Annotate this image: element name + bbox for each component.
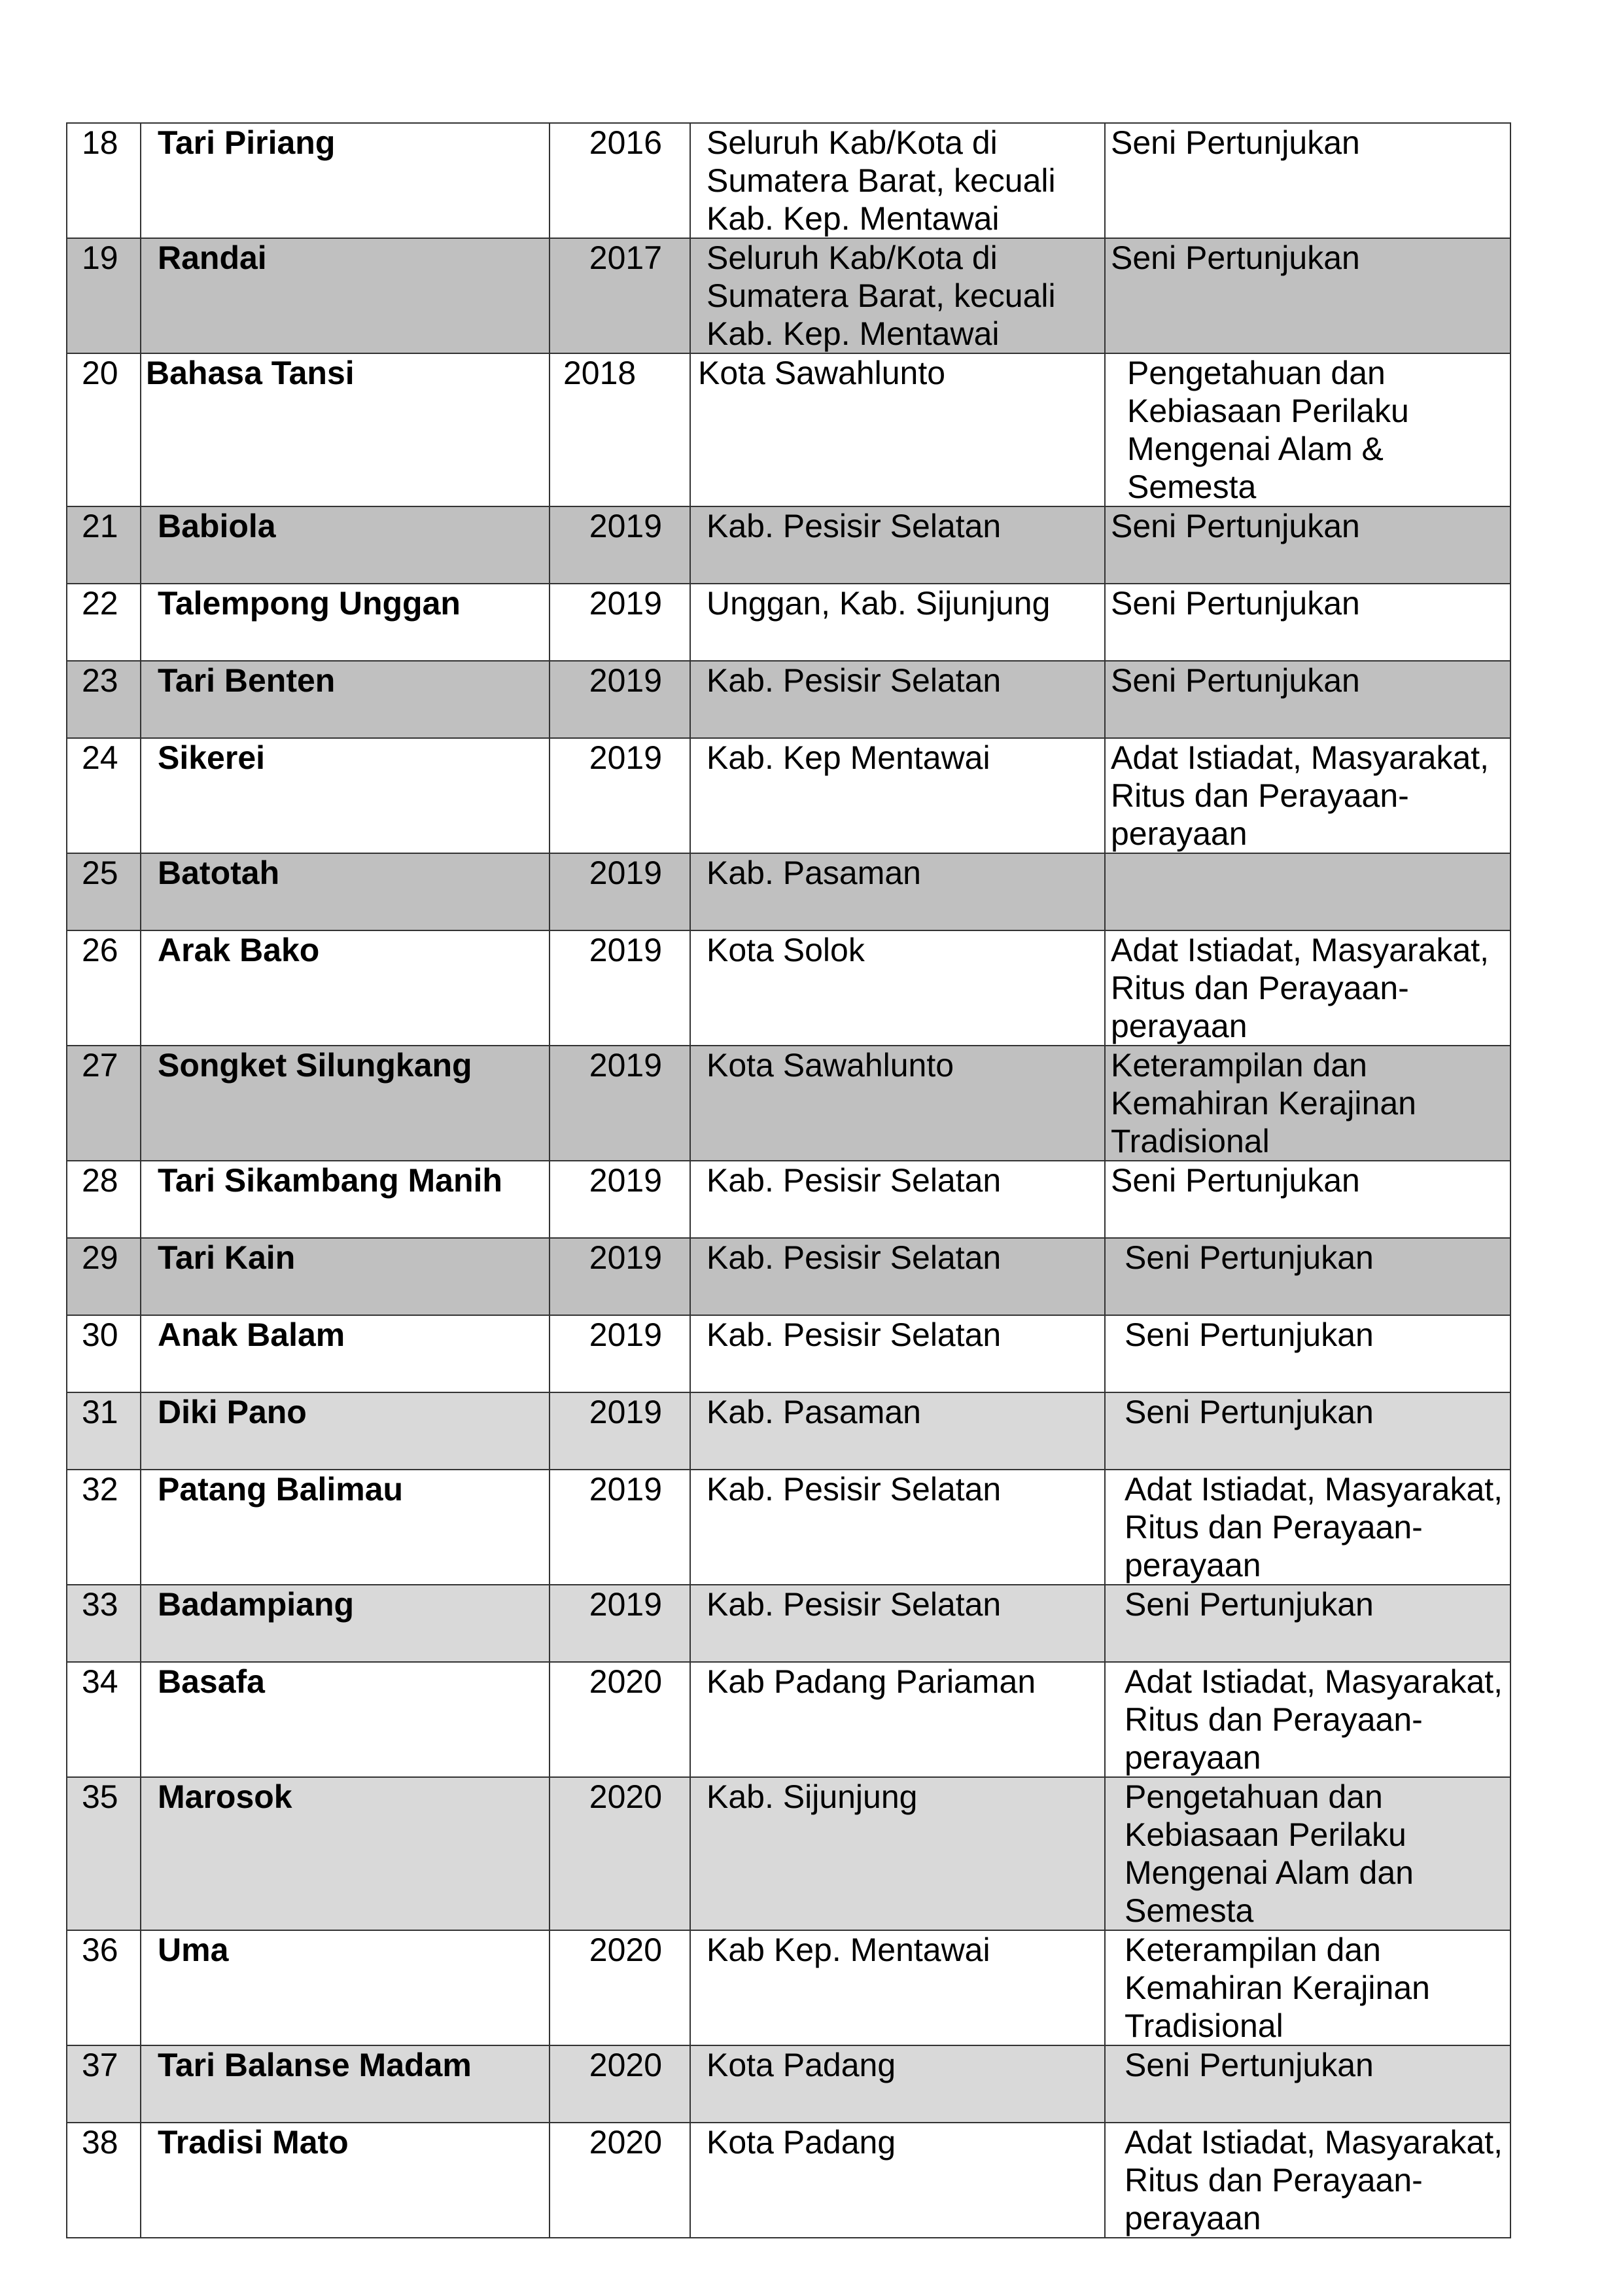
row-number-cell bbox=[67, 506, 141, 584]
heritage-name: Batotah bbox=[158, 855, 280, 891]
row-number: 23 bbox=[82, 662, 118, 699]
row-number-cell bbox=[67, 1662, 141, 1777]
row-number: 33 bbox=[82, 1586, 118, 1623]
year: 2020 bbox=[589, 1778, 662, 1815]
category-cell bbox=[1105, 1662, 1510, 1777]
category-cell bbox=[1105, 853, 1510, 930]
category-line: Mengenai Alam & bbox=[1127, 431, 1384, 467]
category-line: Seni Pertunjukan bbox=[1125, 1586, 1374, 1623]
year-cell bbox=[550, 2045, 690, 2123]
year: 2019 bbox=[589, 739, 662, 776]
heritage-name-cell bbox=[141, 1046, 550, 1161]
heritage-name: Talempong Unggan bbox=[158, 585, 461, 622]
year: 2018 bbox=[563, 355, 637, 391]
heritage-name: Tari Sikambang Manih bbox=[158, 1162, 502, 1199]
year-cell bbox=[550, 506, 690, 584]
year: 2019 bbox=[589, 1047, 662, 1084]
heritage-name: Diki Pano bbox=[158, 1394, 307, 1430]
row-number: 37 bbox=[82, 2047, 118, 2083]
year: 2019 bbox=[589, 1471, 662, 1508]
category-cell bbox=[1105, 584, 1510, 661]
heritage-name-cell bbox=[141, 1315, 550, 1392]
category-line: perayaan bbox=[1125, 1547, 1261, 1583]
category-line: Adat Istiadat, Masyarakat, bbox=[1111, 932, 1490, 968]
location-cell bbox=[690, 1662, 1105, 1777]
heritage-name-cell bbox=[141, 661, 550, 738]
year-cell bbox=[550, 1315, 690, 1392]
year: 2017 bbox=[589, 239, 662, 276]
category-cell bbox=[1105, 1777, 1510, 1930]
category-line: Ritus dan Perayaan- bbox=[1111, 970, 1409, 1006]
location-line: Kab. Pesisir Selatan bbox=[707, 1586, 1002, 1623]
category-line: Kemahiran Kerajinan bbox=[1111, 1085, 1416, 1122]
table-row bbox=[67, 1585, 1510, 1662]
category-line: Kemahiran Kerajinan bbox=[1125, 1969, 1430, 2006]
location-cell bbox=[690, 1046, 1105, 1161]
category-cell bbox=[1105, 1315, 1510, 1392]
location-cell bbox=[690, 584, 1105, 661]
category-line: Seni Pertunjukan bbox=[1111, 1162, 1360, 1199]
heritage-name-cell bbox=[141, 238, 550, 353]
category-line: Semesta bbox=[1125, 1892, 1254, 1929]
location-line: Kab. Pasaman bbox=[707, 855, 921, 891]
category-line: Seni Pertunjukan bbox=[1111, 508, 1360, 544]
row-number: 20 bbox=[82, 355, 118, 391]
row-number-cell bbox=[67, 238, 141, 353]
category-cell bbox=[1105, 1238, 1510, 1315]
row-number: 36 bbox=[82, 1932, 118, 1968]
table-row bbox=[67, 1930, 1510, 2045]
table-row bbox=[67, 1470, 1510, 1585]
category-cell bbox=[1105, 2123, 1510, 2238]
year-cell bbox=[550, 1777, 690, 1930]
row-number: 28 bbox=[82, 1162, 118, 1199]
category-line: Pengetahuan dan bbox=[1127, 355, 1386, 391]
row-number-cell bbox=[67, 853, 141, 930]
category-line: perayaan bbox=[1125, 2200, 1261, 2236]
year: 2020 bbox=[589, 2124, 662, 2161]
table-row bbox=[67, 1238, 1510, 1315]
table-row bbox=[67, 584, 1510, 661]
location-cell bbox=[690, 1315, 1105, 1392]
category-cell bbox=[1105, 738, 1510, 853]
row-number-cell bbox=[67, 1930, 141, 2045]
table-row bbox=[67, 1315, 1510, 1392]
heritage-name-cell bbox=[141, 1585, 550, 1662]
year-cell bbox=[550, 584, 690, 661]
row-number-cell bbox=[67, 584, 141, 661]
table-row bbox=[67, 853, 1510, 930]
location-line: Sumatera Barat, kecuali bbox=[707, 277, 1056, 314]
table-row bbox=[67, 1046, 1510, 1161]
year-cell bbox=[550, 2123, 690, 2238]
year-cell bbox=[550, 1392, 690, 1470]
row-number-cell bbox=[67, 930, 141, 1046]
year: 2019 bbox=[589, 932, 662, 968]
category-cell bbox=[1105, 1046, 1510, 1161]
location-line: Kab Kep. Mentawai bbox=[707, 1932, 990, 1968]
table-body bbox=[67, 123, 1510, 2238]
category-line: Seni Pertunjukan bbox=[1111, 662, 1360, 699]
year: 2020 bbox=[589, 2047, 662, 2083]
row-number-cell bbox=[67, 2045, 141, 2123]
row-number-cell bbox=[67, 1161, 141, 1238]
category-cell bbox=[1105, 1470, 1510, 1585]
row-number: 31 bbox=[82, 1394, 118, 1430]
row-number-cell bbox=[67, 661, 141, 738]
year: 2020 bbox=[589, 1663, 662, 1700]
table-row bbox=[67, 2045, 1510, 2123]
heritage-name: Tari Balanse Madam bbox=[158, 2047, 472, 2083]
heritage-name: Arak Bako bbox=[158, 932, 320, 968]
heritage-name: Uma bbox=[158, 1932, 229, 1968]
category-line: perayaan bbox=[1111, 1008, 1248, 1044]
heritage-name: Badampiang bbox=[158, 1586, 355, 1623]
year: 2019 bbox=[589, 1586, 662, 1623]
year-cell bbox=[550, 123, 690, 238]
heritage-name-cell bbox=[141, 584, 550, 661]
year-cell bbox=[550, 853, 690, 930]
year: 2019 bbox=[589, 508, 662, 544]
heritage-name-cell bbox=[141, 1777, 550, 1930]
row-number: 19 bbox=[82, 239, 118, 276]
row-number-cell bbox=[67, 1777, 141, 1930]
heritage-name: Babiola bbox=[158, 508, 276, 544]
location-line: Kab. Pesisir Selatan bbox=[707, 1239, 1002, 1276]
year: 2019 bbox=[589, 662, 662, 699]
year: 2020 bbox=[589, 1932, 662, 1968]
location-line: Kota Solok bbox=[707, 932, 865, 968]
category-line: Adat Istiadat, Masyarakat, bbox=[1125, 2124, 1503, 2161]
heritage-name: Tari Benten bbox=[158, 662, 336, 699]
location-cell bbox=[690, 1238, 1105, 1315]
heritage-name-cell bbox=[141, 1238, 550, 1315]
heritage-name-cell bbox=[141, 930, 550, 1046]
category-line: Seni Pertunjukan bbox=[1111, 585, 1360, 622]
location-line: Kab. Pesisir Selatan bbox=[707, 1316, 1002, 1353]
heritage-name-cell bbox=[141, 506, 550, 584]
category-line: Seni Pertunjukan bbox=[1125, 1316, 1374, 1353]
table-row bbox=[67, 123, 1510, 238]
category-cell bbox=[1105, 661, 1510, 738]
row-number: 29 bbox=[82, 1239, 118, 1276]
row-number: 22 bbox=[82, 585, 118, 622]
heritage-name-cell bbox=[141, 1470, 550, 1585]
heritage-name-cell bbox=[141, 123, 550, 238]
location-cell bbox=[690, 930, 1105, 1046]
table-row bbox=[67, 506, 1510, 584]
row-number-cell bbox=[67, 1470, 141, 1585]
heritage-name-cell bbox=[141, 2045, 550, 2123]
category-cell bbox=[1105, 123, 1510, 238]
year: 2019 bbox=[589, 585, 662, 622]
location-cell bbox=[690, 506, 1105, 584]
category-line: Tradisional bbox=[1111, 1123, 1270, 1159]
category-line: Seni Pertunjukan bbox=[1125, 2047, 1374, 2083]
category-cell bbox=[1105, 238, 1510, 353]
row-number-cell bbox=[67, 353, 141, 506]
table-row bbox=[67, 1392, 1510, 1470]
year-cell bbox=[550, 353, 690, 506]
heritage-name-cell bbox=[141, 1392, 550, 1470]
table-row bbox=[67, 738, 1510, 853]
category-line: Keterampilan dan bbox=[1125, 1932, 1381, 1968]
heritage-name: Tari Piriang bbox=[158, 124, 336, 161]
heritage-name: Tari Kain bbox=[158, 1239, 296, 1276]
table-row bbox=[67, 1161, 1510, 1238]
location-line: Kab. Pasaman bbox=[707, 1394, 921, 1430]
location-line: Kota Sawahlunto bbox=[698, 355, 946, 391]
category-line: Ritus dan Perayaan- bbox=[1125, 1701, 1423, 1738]
location-line: Seluruh Kab/Kota di bbox=[707, 239, 998, 276]
row-number-cell bbox=[67, 123, 141, 238]
location-line: Kab. Pesisir Selatan bbox=[707, 508, 1002, 544]
location-line: Kota Sawahlunto bbox=[707, 1047, 954, 1084]
category-line: Seni Pertunjukan bbox=[1125, 1239, 1374, 1276]
year-cell bbox=[550, 738, 690, 853]
heritage-table bbox=[66, 122, 1511, 2238]
location-cell bbox=[690, 1585, 1105, 1662]
location-line: Sumatera Barat, kecuali bbox=[707, 162, 1056, 199]
category-line: Seni Pertunjukan bbox=[1111, 239, 1360, 276]
year-cell bbox=[550, 1930, 690, 2045]
year: 2019 bbox=[589, 1316, 662, 1353]
heritage-name-cell bbox=[141, 353, 550, 506]
category-cell bbox=[1105, 2045, 1510, 2123]
row-number: 34 bbox=[82, 1663, 118, 1700]
location-cell bbox=[690, 2045, 1105, 2123]
category-line: Kebiasaan Perilaku bbox=[1127, 393, 1409, 429]
year: 2019 bbox=[589, 1239, 662, 1276]
category-line: perayaan bbox=[1111, 815, 1248, 852]
category-line: Mengenai Alam dan bbox=[1125, 1854, 1414, 1891]
location-line: Kab Padang Pariaman bbox=[707, 1663, 1036, 1700]
location-cell bbox=[690, 661, 1105, 738]
location-cell bbox=[690, 238, 1105, 353]
location-cell bbox=[690, 1777, 1105, 1930]
category-cell bbox=[1105, 353, 1510, 506]
row-number: 18 bbox=[82, 124, 118, 161]
category-line: Kebiasaan Perilaku bbox=[1125, 1816, 1406, 1853]
location-cell bbox=[690, 123, 1105, 238]
location-line: Kab. Kep Mentawai bbox=[707, 739, 990, 776]
location-cell bbox=[690, 853, 1105, 930]
year-cell bbox=[550, 1470, 690, 1585]
row-number-cell bbox=[67, 1392, 141, 1470]
category-line: perayaan bbox=[1125, 1739, 1261, 1776]
category-cell bbox=[1105, 506, 1510, 584]
heritage-name: Sikerei bbox=[158, 739, 266, 776]
table-row bbox=[67, 1777, 1510, 1930]
category-cell bbox=[1105, 1161, 1510, 1238]
location-line: Kab. Pesisir Selatan bbox=[707, 1471, 1002, 1508]
row-number: 26 bbox=[82, 932, 118, 968]
table-row bbox=[67, 930, 1510, 1046]
row-number-cell bbox=[67, 1046, 141, 1161]
category-line: Seni Pertunjukan bbox=[1111, 124, 1360, 161]
heritage-name: Patang Balimau bbox=[158, 1471, 404, 1508]
heritage-name: Marosok bbox=[158, 1778, 292, 1815]
category-line: Adat Istiadat, Masyarakat, bbox=[1125, 1471, 1503, 1508]
category-line: Tradisional bbox=[1125, 2007, 1283, 2044]
row-number-cell bbox=[67, 1238, 141, 1315]
table-row bbox=[67, 1662, 1510, 1777]
location-line: Kab. Kep. Mentawai bbox=[707, 315, 1000, 352]
location-line: Seluruh Kab/Kota di bbox=[707, 124, 998, 161]
year-cell bbox=[550, 930, 690, 1046]
year: 2019 bbox=[589, 855, 662, 891]
year: 2019 bbox=[589, 1162, 662, 1199]
year-cell bbox=[550, 238, 690, 353]
year-cell bbox=[550, 1046, 690, 1161]
heritage-name-cell bbox=[141, 1930, 550, 2045]
location-line: Kab. Sijunjung bbox=[707, 1778, 918, 1815]
location-cell bbox=[690, 2123, 1105, 2238]
year: 2019 bbox=[589, 1394, 662, 1430]
location-line: Unggan, Kab. Sijunjung bbox=[707, 585, 1051, 622]
row-number: 35 bbox=[82, 1778, 118, 1815]
heritage-name: Basafa bbox=[158, 1663, 265, 1700]
category-line: Keterampilan dan bbox=[1111, 1047, 1367, 1084]
category-line: Adat Istiadat, Masyarakat, bbox=[1111, 739, 1490, 776]
table-row bbox=[67, 238, 1510, 353]
category-cell bbox=[1105, 1585, 1510, 1662]
location-cell bbox=[690, 1930, 1105, 2045]
category-line: Semesta bbox=[1127, 468, 1257, 505]
location-line: Kota Padang bbox=[707, 2047, 896, 2083]
heritage-name-cell bbox=[141, 738, 550, 853]
location-cell bbox=[690, 353, 1105, 506]
category-line: Ritus dan Perayaan- bbox=[1111, 777, 1409, 814]
category-cell bbox=[1105, 930, 1510, 1046]
heritage-name: Songket Silungkang bbox=[158, 1047, 472, 1084]
year-cell bbox=[550, 661, 690, 738]
category-line: Pengetahuan dan bbox=[1125, 1778, 1383, 1815]
category-line: Seni Pertunjukan bbox=[1125, 1394, 1374, 1430]
heritage-name-cell bbox=[141, 2123, 550, 2238]
category-line: Ritus dan Perayaan- bbox=[1125, 1509, 1423, 1545]
heritage-name-cell bbox=[141, 1161, 550, 1238]
year-cell bbox=[550, 1238, 690, 1315]
heritage-name-cell bbox=[141, 1662, 550, 1777]
heritage-name: Bahasa Tansi bbox=[146, 355, 355, 391]
row-number-cell bbox=[67, 738, 141, 853]
location-cell bbox=[690, 1470, 1105, 1585]
location-cell bbox=[690, 1161, 1105, 1238]
row-number-cell bbox=[67, 2123, 141, 2238]
year: 2016 bbox=[589, 124, 662, 161]
table-row bbox=[67, 661, 1510, 738]
location-line: Kota Padang bbox=[707, 2124, 896, 2161]
location-cell bbox=[690, 738, 1105, 853]
category-cell bbox=[1105, 1930, 1510, 2045]
table-row bbox=[67, 353, 1510, 506]
row-number-cell bbox=[67, 1585, 141, 1662]
row-number: 27 bbox=[82, 1047, 118, 1084]
heritage-name-cell bbox=[141, 853, 550, 930]
heritage-name: Anak Balam bbox=[158, 1316, 345, 1353]
row-number-cell bbox=[67, 1315, 141, 1392]
location-line: Kab. Pesisir Selatan bbox=[707, 1162, 1002, 1199]
heritage-name: Tradisi Mato bbox=[158, 2124, 349, 2161]
row-number: 21 bbox=[82, 508, 118, 544]
location-line: Kab. Kep. Mentawai bbox=[707, 200, 1000, 237]
year-cell bbox=[550, 1662, 690, 1777]
year-cell bbox=[550, 1585, 690, 1662]
table-row bbox=[67, 2123, 1510, 2238]
row-number: 32 bbox=[82, 1471, 118, 1508]
year-cell bbox=[550, 1161, 690, 1238]
category-line: Adat Istiadat, Masyarakat, bbox=[1125, 1663, 1503, 1700]
heritage-name: Randai bbox=[158, 239, 267, 276]
location-cell bbox=[690, 1392, 1105, 1470]
row-number: 25 bbox=[82, 855, 118, 891]
row-number: 30 bbox=[82, 1316, 118, 1353]
location-line: Kab. Pesisir Selatan bbox=[707, 662, 1002, 699]
row-number: 24 bbox=[82, 739, 118, 776]
category-line: Ritus dan Perayaan- bbox=[1125, 2162, 1423, 2199]
category-cell bbox=[1105, 1392, 1510, 1470]
row-number: 38 bbox=[82, 2124, 118, 2161]
